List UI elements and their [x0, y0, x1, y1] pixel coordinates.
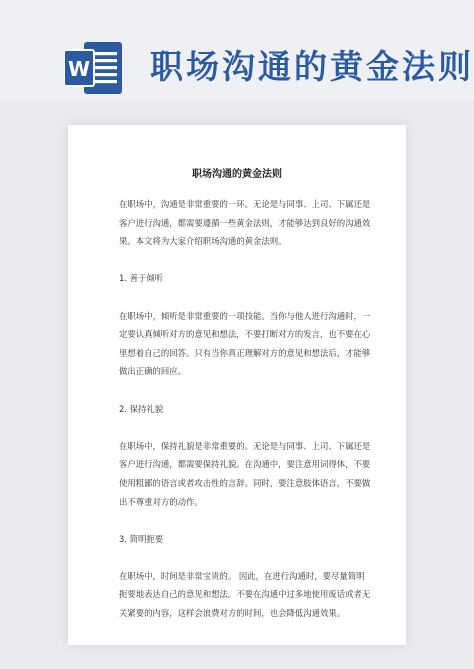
- section-heading-1: 1. 善于倾听: [119, 273, 164, 284]
- intro-paragraph: 在职场中，沟通是非常重要的一环。无论是与同事、上司、下属还是客户进行沟通，都需要遵循一些黄金法则，才能够达到良好的沟通效果。本文将为大家介绍职场沟通的黄金法则。: [119, 199, 371, 247]
- header-banner: [0, 0, 474, 100]
- section-heading-3: 3. 简明扼要: [119, 533, 164, 544]
- section-body-1: 在职场中，倾听是非常重要的一项技能。当你与他人进行沟通时，一定要认真倾听对方的意见和想法，不要打断对方的发言，也不要在心里想着自己的回答。只有当你真正理解对方的意见和想法后，才能够做出正确的回应。: [119, 310, 371, 377]
- word-icon-letter: W: [67, 57, 91, 81]
- document-body: [119, 195, 371, 641]
- section-heading-2: 2. 保持礼貌: [119, 403, 164, 414]
- section-body-2: 在职场中，保持礼貌是非常重要的。无论是与同事、上司、下属还是客户进行沟通，都需要保持礼貌。在沟通中，要注意用词得体，不要使用粗鄙的语言或者攻击性的言辞。同时，要注意肢体语言，不要做出不尊重对方的动作。: [119, 440, 371, 507]
- word-document-icon: [64, 40, 124, 96]
- document-title: 职场沟通的黄金法则: [192, 169, 282, 180]
- document-page: [68, 125, 406, 645]
- banner-title: 职场沟通的黄金法则: [150, 47, 474, 86]
- section-body-3: 在职场中，时间是非常宝贵的。 因此，在进行沟通时，要尽量简明扼要地表达自己的意见和想法。不要在沟通中过多地使用废话或者无关紧要的内容，这样会浪费对方的时间，也会降低沟通效果。: [119, 570, 371, 619]
